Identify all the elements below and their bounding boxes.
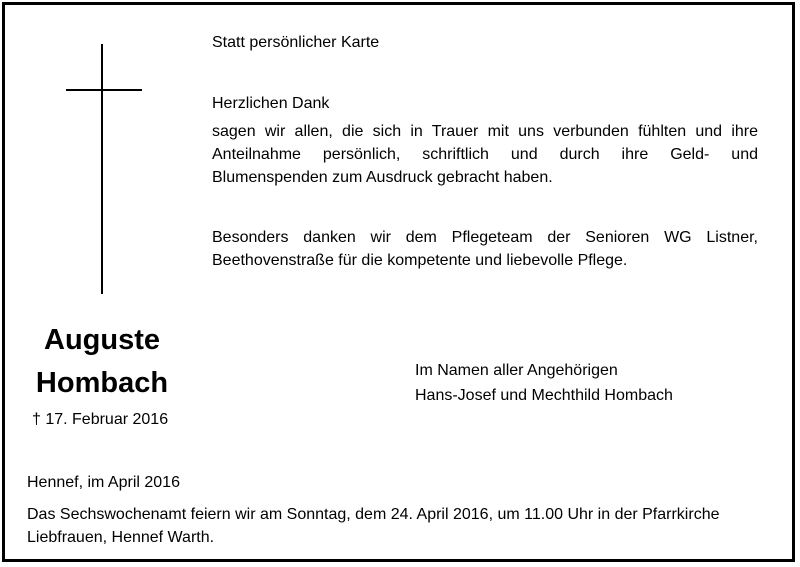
thanks-paragraph-line: Blumenspenden zum Ausdruck gebracht haben. <box>212 169 553 186</box>
thanks-title: Herzlichen Dank <box>212 95 330 112</box>
signature-line-2: Hans-Josef und Mechthild Hombach <box>415 387 673 404</box>
notice-heading: Statt persönlicher Karte <box>212 34 380 51</box>
deceased-last-name: Hombach <box>35 367 169 399</box>
deceased-first-name: Auguste <box>44 324 160 356</box>
death-date: † 17. Februar 2016 <box>32 411 169 428</box>
thanks-paragraph-line: sagen wir allen, die sich in Trauer mit uns verbunden fühlten und ihre <box>212 123 758 140</box>
memorial-mass-announcement <box>27 503 767 549</box>
memorial-mass-line: Liebfrauen, Hennef Warth. <box>27 529 215 546</box>
special-thanks-line: Besonders danken wir dem Pflegeteam der Senioren WG Listner, <box>212 229 758 246</box>
signature-line-1: Im Namen aller Angehörigen <box>415 362 618 379</box>
thanks-paragraph <box>212 120 758 189</box>
thanks-paragraph-line: Anteilnahme persönlich, schriftlich und durch ihre Geld- und <box>212 146 758 163</box>
special-thanks-line: Beethovenstraße für die kompetente und liebevolle Pflege. <box>212 252 628 269</box>
place-date: Hennef, im April 2016 <box>27 474 180 491</box>
special-thanks-paragraph <box>212 226 758 272</box>
cross-horizontal-bar <box>66 89 142 91</box>
memorial-mass-line: Das Sechswochenamt feiern wir am Sonntag, dem 24. April 2016, um 11.00 Uhr in der Pfarrkirche <box>27 506 720 523</box>
cross-vertical-bar <box>101 44 103 294</box>
